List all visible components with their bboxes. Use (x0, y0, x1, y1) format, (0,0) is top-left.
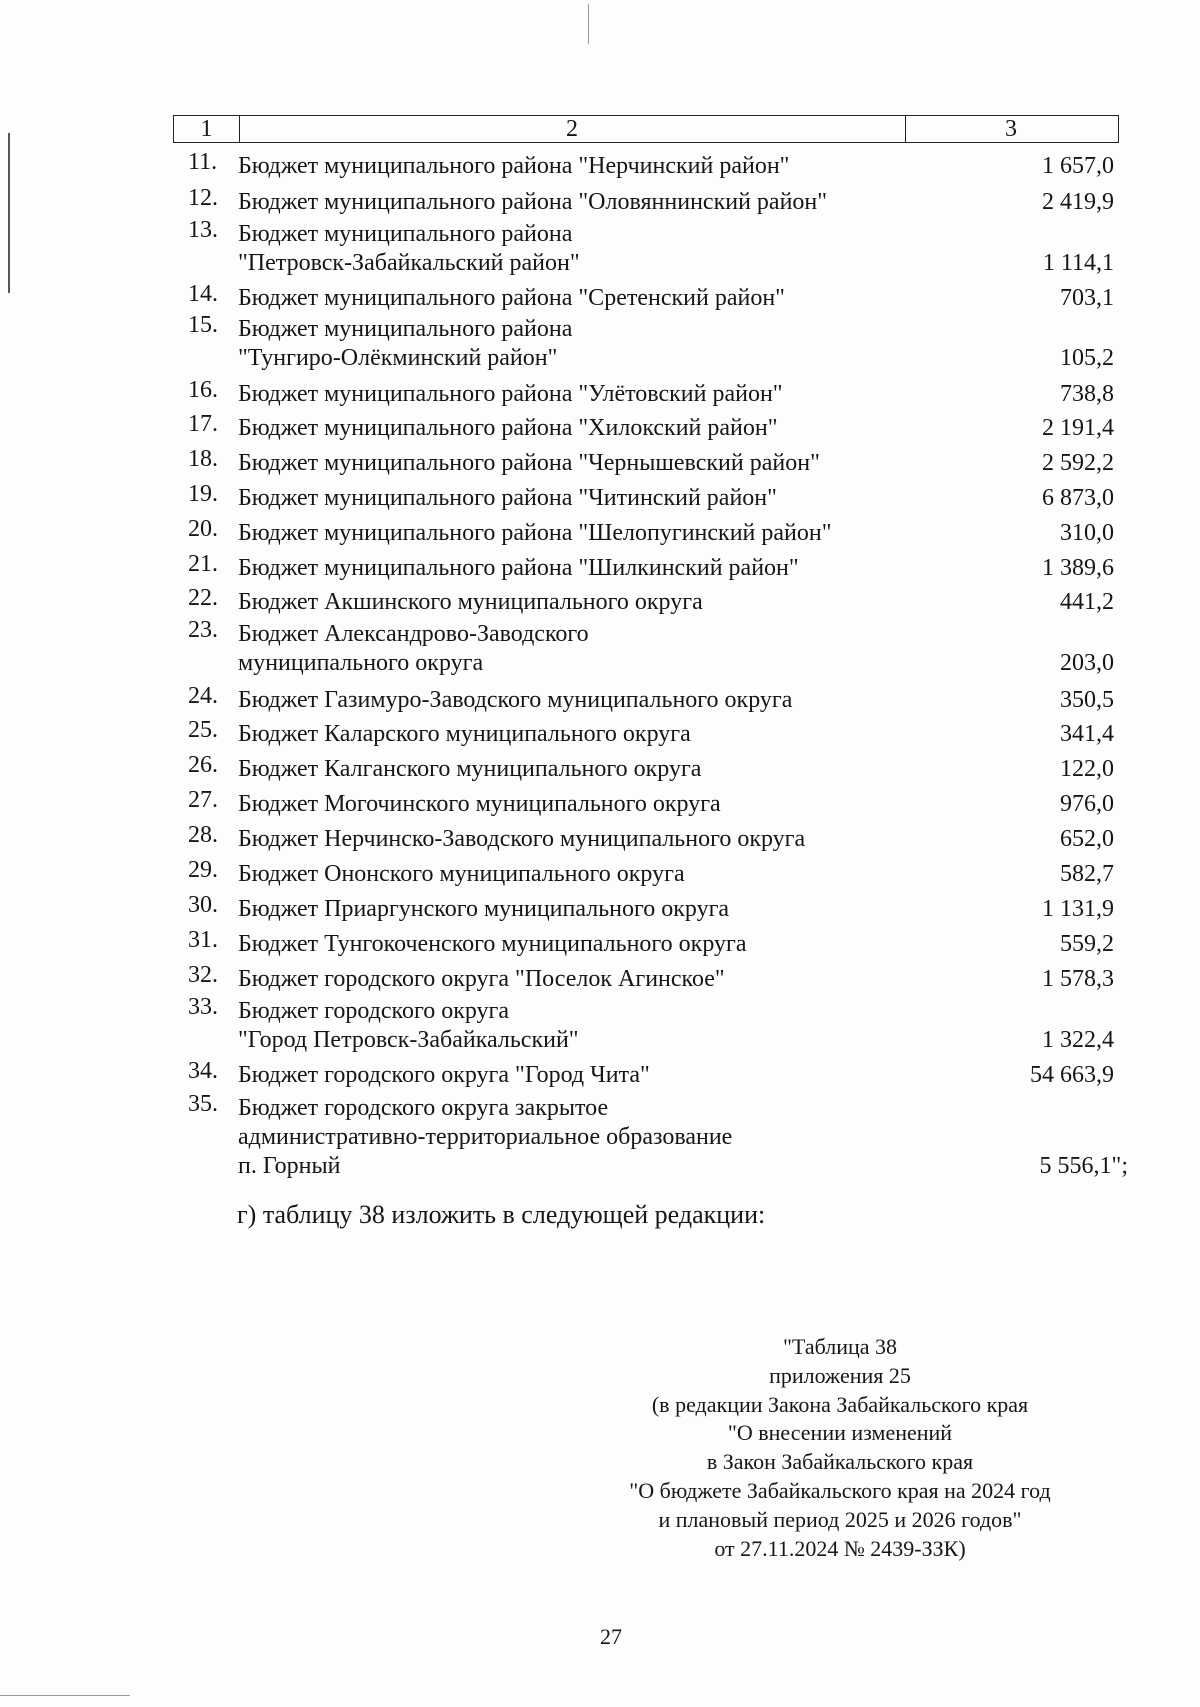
table-row (0, 717, 1200, 749)
table-row (0, 822, 1200, 854)
row-number: 33. (188, 994, 218, 1020)
row-value: 1 322,4 (1042, 1027, 1114, 1053)
table-row (0, 281, 1200, 313)
table-row (0, 787, 1200, 819)
row-value: 2 191,4 (1042, 415, 1114, 441)
row-number: 28. (188, 822, 218, 848)
row-name: Бюджет городского округа "Город Петровск-Забайкальский" (238, 998, 579, 1053)
row-name: Бюджет муниципального района "Нерчинский район" (238, 153, 790, 179)
row-value: 1 657,0 (1042, 153, 1114, 179)
caption-line: "О бюджете Забайкальского края на 2024 год (629, 1477, 1051, 1503)
caption-line: "Таблица 38 (782, 1334, 898, 1359)
table-row (0, 585, 1200, 617)
row-value: 582,7 (1060, 861, 1114, 887)
table-row (0, 411, 1200, 443)
row-number: 21. (188, 551, 218, 577)
row-number: 20. (188, 516, 218, 542)
row-value: 1 131,9 (1042, 896, 1114, 922)
row-value: 652,0 (1060, 826, 1114, 852)
row-value: 310,0 (1060, 520, 1114, 546)
table-row (0, 752, 1200, 784)
row-number: 27. (188, 787, 218, 813)
row-value: 738,8 (1060, 381, 1114, 407)
column-header-3: 3 (1005, 116, 1017, 142)
table-row (0, 1058, 1200, 1090)
row-value: 105,2 (1060, 345, 1114, 371)
row-value: 2 419,9 (1042, 189, 1114, 215)
row-number: 31. (188, 927, 218, 953)
row-number: 24. (188, 683, 218, 709)
row-number: 17. (188, 411, 218, 437)
table-row (0, 617, 1200, 678)
caption-line: приложения 25 (769, 1362, 911, 1388)
caption-line: "О внесении изменений (727, 1420, 953, 1446)
scan-edge-mark (0, 1695, 130, 1696)
table-row (0, 927, 1200, 959)
caption-line: от 27.11.2024 № 2439-ЗЗК) (714, 1535, 966, 1561)
amendment-paragraph: г) таблицу 38 изложить в следующей редакции: (237, 1200, 766, 1229)
row-value: 1 389,6 (1042, 555, 1114, 581)
row-number: 25. (188, 717, 218, 743)
row-number: 22. (188, 585, 218, 611)
row-number: 19. (188, 481, 218, 507)
row-name: Бюджет муниципального района "Петровск-Забайкальский район" (238, 221, 580, 276)
row-number: 16. (188, 377, 218, 403)
caption-line: (в редакции Закона Забайкальского края (651, 1391, 1029, 1417)
table-row (0, 1091, 1200, 1181)
row-value: 54 663,9 (1030, 1062, 1114, 1088)
table-row (0, 446, 1200, 478)
row-value: 5 556,1"; (1039, 1153, 1128, 1179)
table-caption (600, 1333, 1080, 1563)
row-number: 18. (188, 446, 218, 472)
row-name: Бюджет Газимуро-Заводского муниципального округа (238, 687, 793, 713)
row-name: Бюджет муниципального района "Шилкинский район" (238, 555, 799, 581)
row-value: 203,0 (1060, 650, 1114, 676)
row-value: 1 578,3 (1042, 966, 1114, 992)
table-row (0, 149, 1200, 181)
row-number: 35. (188, 1091, 218, 1117)
table-row (0, 516, 1200, 548)
row-value: 341,4 (1060, 721, 1114, 747)
row-name: Бюджет Приаргунского муниципального округа (238, 896, 730, 922)
row-name: Бюджет муниципального района "Оловяннинский район" (238, 189, 828, 215)
row-name: Бюджет Каларского муниципального округа (238, 721, 691, 747)
table-header (173, 115, 1119, 143)
row-value: 976,0 (1060, 791, 1114, 817)
caption-line: и плановый период 2025 и 2026 годов" (658, 1506, 1022, 1532)
row-name: Бюджет городского округа закрытое административно-территориальное образование п. Горный (238, 1095, 733, 1179)
column-header-2: 2 (239, 116, 906, 142)
row-number: 13. (188, 217, 218, 243)
row-value: 122,0 (1060, 756, 1114, 782)
caption-line: в Закон Забайкальского края (706, 1449, 974, 1475)
table-row (0, 994, 1200, 1055)
table-row (0, 377, 1200, 409)
column-header-1: 1 (174, 116, 240, 142)
table-row (0, 962, 1200, 994)
table-row (0, 312, 1200, 373)
row-name: Бюджет городского округа "Город Чита" (238, 1062, 650, 1088)
row-name: Бюджет муниципального района "Улётовский район" (238, 381, 783, 407)
row-number: 32. (188, 962, 218, 988)
row-number: 30. (188, 892, 218, 918)
row-value: 441,2 (1060, 589, 1114, 615)
table-row (0, 857, 1200, 889)
table-row (0, 185, 1200, 217)
row-name: Бюджет Александрово-Заводского муниципального округа (238, 621, 589, 676)
table-row (0, 551, 1200, 583)
row-number: 26. (188, 752, 218, 778)
row-value: 350,5 (1060, 687, 1114, 713)
row-number: 15. (188, 312, 218, 338)
row-name: Бюджет Акшинского муниципального округа (238, 589, 703, 615)
row-value: 2 592,2 (1042, 450, 1114, 476)
row-name: Бюджет Тунгокоченского муниципального округа (238, 931, 747, 957)
row-number: 29. (188, 857, 218, 883)
row-name: Бюджет Ононского муниципального округа (238, 861, 685, 887)
row-name: Бюджет муниципального района "Шелопугинский район" (238, 520, 832, 546)
row-number: 23. (188, 617, 218, 643)
row-name: Бюджет Нерчинско-Заводского муниципального округа (238, 826, 806, 852)
row-value: 559,2 (1060, 931, 1114, 957)
row-number: 34. (188, 1058, 218, 1084)
row-name: Бюджет муниципального района "Тунгиро-Олёкминский район" (238, 316, 573, 371)
row-value: 6 873,0 (1042, 485, 1114, 511)
page-number: 27 (600, 1624, 622, 1649)
row-name: Бюджет муниципального района "Читинский район" (238, 485, 777, 511)
row-name: Бюджет муниципального района "Хилокский район" (238, 415, 778, 441)
row-number: 12. (188, 185, 218, 211)
table-row (0, 217, 1200, 278)
table-row (0, 892, 1200, 924)
row-number: 11. (188, 149, 218, 175)
scan-edge-mark (588, 4, 589, 44)
row-name: Бюджет муниципального района "Чернышевский район" (238, 450, 820, 476)
row-value: 1 114,1 (1042, 250, 1114, 276)
row-value: 703,1 (1060, 285, 1114, 311)
table-row (0, 481, 1200, 513)
row-name: Бюджет Калганского муниципального округа (238, 756, 702, 782)
row-name: Бюджет Могочинского муниципального округа (238, 791, 721, 817)
row-name: Бюджет муниципального района "Сретенский район" (238, 285, 785, 311)
row-name: Бюджет городского округа "Поселок Агинское" (238, 966, 725, 992)
row-number: 14. (188, 281, 218, 307)
table-row (0, 683, 1200, 715)
